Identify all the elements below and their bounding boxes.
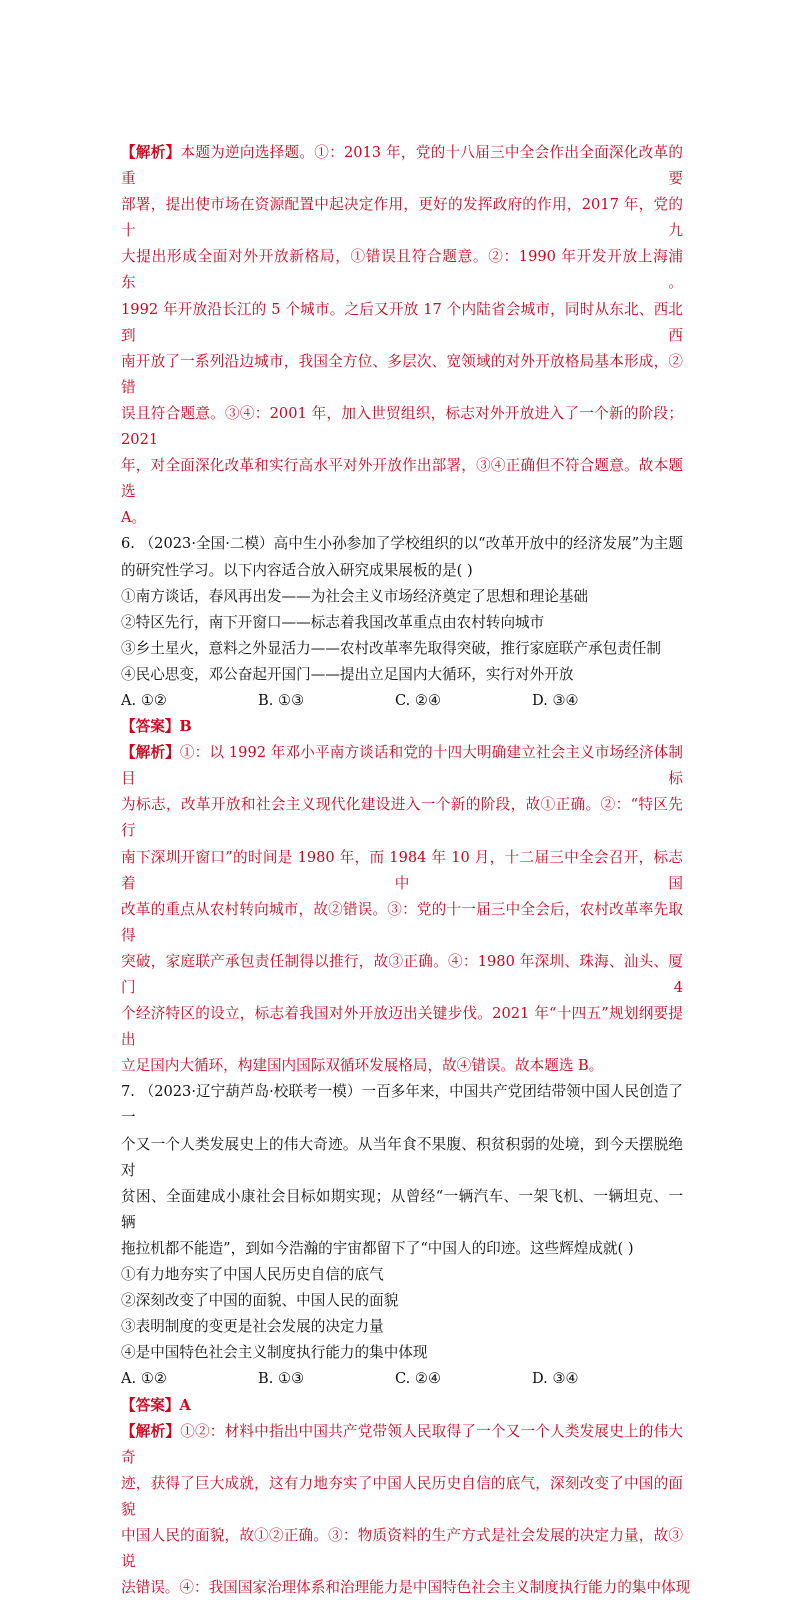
analysis-block bbox=[121, 740, 683, 1079]
analysis-line bbox=[121, 297, 683, 349]
question-stem-line: 贫困、全面建成小康社会目标如期实现；从曾经“一辆汽车、一架飞机、一辆坦克、一辆 bbox=[121, 1187, 683, 1231]
answer-option: D. ③④ bbox=[532, 691, 579, 709]
analysis-line bbox=[121, 897, 683, 949]
analysis-line bbox=[121, 845, 683, 897]
question-statement: ③乡土星火，意料之外显活力——农村改革率先取得突破，推行家庭联产承包责任制 bbox=[121, 639, 661, 657]
analysis-line bbox=[121, 1471, 683, 1523]
analysis-line bbox=[121, 740, 683, 792]
analysis-text: 为标志，改革开放和社会主义现代化建设进入一个新的阶段，故①正确。②：“特区先行 bbox=[121, 796, 683, 840]
analysis-text: A。 bbox=[121, 509, 147, 527]
answer-option: A. ①② bbox=[121, 691, 167, 709]
answer-options bbox=[121, 1366, 683, 1392]
analysis-line bbox=[121, 792, 683, 844]
analysis-text: 突破，家庭联产承包责任制得以推行，故③正确。④：1980 年深圳、珠海、汕头、厦门 4 bbox=[121, 952, 683, 996]
analysis-line bbox=[121, 949, 683, 1001]
analysis-label: 【解析】 bbox=[121, 144, 181, 161]
question-statement: ②深刻改变了中国的面貌、中国人民的面貌 bbox=[121, 1292, 399, 1310]
analysis-text: 个经济特区的设立，标志着我国对外开放迈出关键步伐。2021 年“十四五”规划纲要提出 bbox=[121, 1005, 683, 1049]
question-block bbox=[121, 531, 683, 714]
answer-block bbox=[121, 1393, 683, 1419]
answer-line bbox=[121, 714, 683, 740]
analysis-text: 迹，获得了巨大成就，这有力地夯实了中国人民历史自信的底气，深刻改变了中国的面貌 bbox=[121, 1474, 683, 1518]
analysis-line bbox=[121, 1523, 683, 1575]
answer-option: D. ③④ bbox=[532, 1370, 579, 1388]
answer-line bbox=[121, 1393, 683, 1419]
analysis-text: 1992 年开放沿长江的 5 个城市。之后又开放 17 个内陆省会城市，同时从东北、西北到西 bbox=[121, 300, 683, 344]
answer-options bbox=[121, 688, 683, 714]
analysis-text: 误且符合题意。③④：2001 年，加入世贸组织，标志对外开放进入了一个新的阶段；2021 bbox=[121, 404, 683, 449]
answer-option: B. ①③ bbox=[258, 691, 305, 709]
question-statement: ④是中国特色社会主义制度执行能力的集中体现 bbox=[121, 1344, 428, 1362]
analysis-text: ①②：材料中指出中国共产党带领人民取得了一个又一个人类发展史上的伟大奇 bbox=[121, 1422, 683, 1466]
analysis-text: 南开放了一系列沿边城市，我国全方位、多层次、宽领域的对外开放格局基本形成，②错 bbox=[121, 352, 683, 396]
analysis-line bbox=[121, 1053, 683, 1079]
analysis-text: 年，对全面深化改革和实行高水平对外开放作出部署，③④正确但不符合题意。故本题选 bbox=[121, 457, 683, 501]
question-block bbox=[121, 1079, 683, 1392]
analysis-line bbox=[121, 401, 683, 453]
analysis-line bbox=[121, 505, 683, 531]
analysis-label: 【解析】 bbox=[121, 1422, 181, 1440]
analysis-line bbox=[121, 1575, 691, 1601]
document-content bbox=[121, 140, 691, 1601]
question-stem-line: 7. （2023·辽宁葫芦岛·校联考一模）一百多年来，中国共产党团结带领中国人民创造了一 bbox=[121, 1083, 683, 1127]
analysis-line bbox=[121, 349, 683, 401]
answer-option: C. ②④ bbox=[395, 691, 442, 709]
answer-value: B bbox=[179, 718, 192, 736]
analysis-text: ①：以 1992 年邓小平南方谈话和党的十四大明确建立社会主义市场经济体制目标 bbox=[121, 744, 683, 788]
answer-label: 【答案】 bbox=[121, 718, 180, 736]
answer-value: A bbox=[179, 1396, 191, 1414]
analysis-block bbox=[121, 1419, 691, 1601]
analysis-block bbox=[121, 140, 683, 531]
question-statement: ①有力地夯实了中国人民历史自信的底气 bbox=[121, 1266, 384, 1284]
answer-option: A. ①② bbox=[121, 1370, 167, 1388]
question-stem-line: 个又一个人类发展史上的伟大奇迹。从当年食不果腹、积贫积弱的处境，到今天摆脱绝对 bbox=[121, 1135, 683, 1179]
analysis-line bbox=[121, 140, 683, 192]
question-stem-line: 的研究性学习。以下内容适合放入研究成果展板的是( ) bbox=[121, 561, 473, 579]
answer-option: C. ②④ bbox=[395, 1370, 442, 1388]
analysis-text: 本题为逆向选择题。①：2013 年，党的十八届三中全会作出全面深化改革的重要 bbox=[121, 144, 683, 188]
analysis-text: 法错误。④：我国国家治理体系和治理能力是中国特色社会主义制度执行能力的集中体现 bbox=[121, 1579, 691, 1597]
analysis-line bbox=[121, 192, 683, 244]
answer-block bbox=[121, 714, 683, 740]
analysis-text: 大提出形成全面对外开放新格局，①错误且符合题意。②：1990 年开发开放上海浦东。 bbox=[121, 248, 683, 292]
analysis-text: 中国人民的面貌，故①②正确。③：物质资料的生产方式是社会发展的决定力量，故③说 bbox=[121, 1526, 683, 1571]
question-statement: ②特区先行，南下开窗口——标志着我国改革重点由农村转向城市 bbox=[121, 613, 545, 631]
question-statement: ④民心思变，邓公奋起开国门——提出立足国内大循环，实行对外开放 bbox=[121, 665, 574, 683]
answer-option: B. ①③ bbox=[258, 1370, 305, 1388]
question-statement: ③表明制度的变更是社会发展的决定力量 bbox=[121, 1318, 384, 1336]
analysis-line bbox=[121, 1419, 683, 1471]
answer-label: 【答案】 bbox=[121, 1396, 180, 1414]
analysis-label: 【解析】 bbox=[121, 744, 180, 762]
analysis-line bbox=[121, 244, 683, 296]
question-statement: ①南方谈话，春风再出发——为社会主义市场经济奠定了思想和理论基础 bbox=[121, 587, 589, 605]
analysis-line bbox=[121, 453, 683, 505]
question-stem-line: 拖拉机都不能造”，到如今浩瀚的宇宙都留下了“中国人的印迹。这些辉煌成就( ) bbox=[121, 1239, 634, 1257]
question-stem-line: 6. （2023·全国·二模）高中生小孙参加了学校组织的以“改革开放中的经济发展”为主题 bbox=[121, 535, 683, 553]
analysis-text: 改革的重点从农村转向城市，故②错误。③：党的十一届三中全会后，农村改革率先取得 bbox=[121, 900, 683, 944]
analysis-text: 南下深圳开窗口”的时间是 1980 年，而 1984 年 10 月，十二届三中全会召开，标志着中国 bbox=[121, 848, 683, 892]
analysis-text: 立足国内大循环，构建国内国际双循环发展格局，故④错误。故本题选 B。 bbox=[121, 1057, 604, 1075]
analysis-line bbox=[121, 1001, 683, 1053]
analysis-text: 部署，提出使市场在资源配置中起决定作用，更好的发挥政府的作用，2017 年，党的十九 bbox=[121, 196, 683, 240]
